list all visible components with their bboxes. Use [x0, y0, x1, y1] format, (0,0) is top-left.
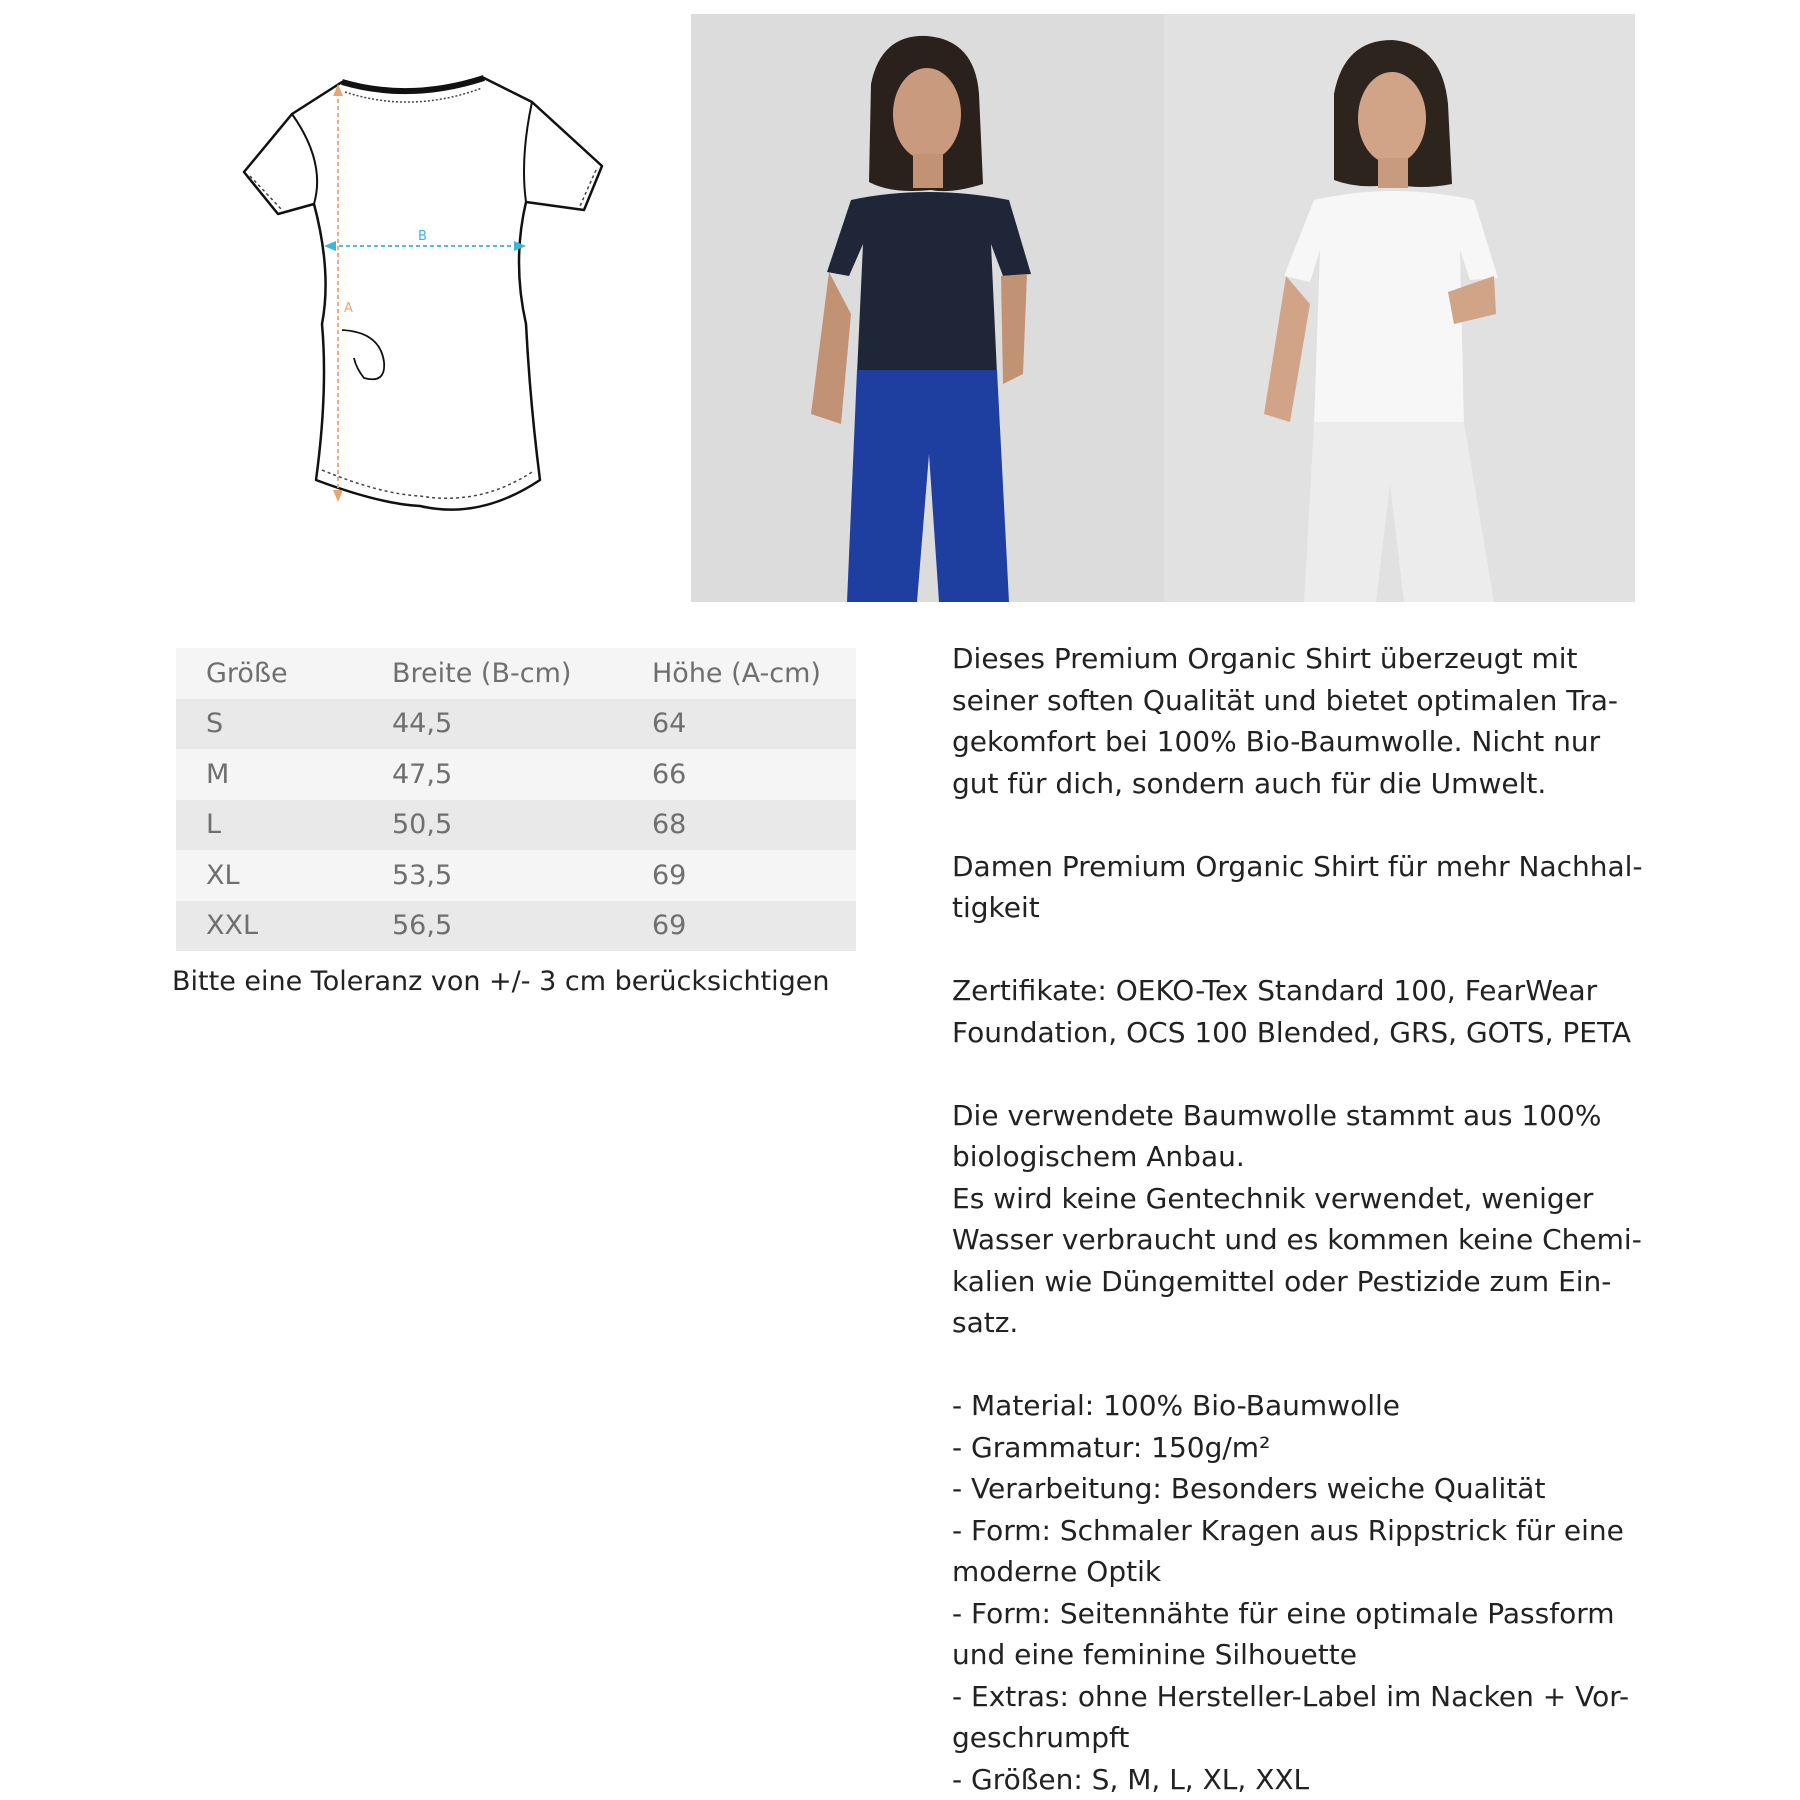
certificates-paragraph: [952, 970, 1652, 1053]
cell-height: 69: [652, 910, 687, 942]
table-row: [176, 850, 856, 901]
feature-item: und eine feminine Silhouette: [952, 1638, 1357, 1671]
size-table: [176, 648, 856, 951]
cell-width: 47,5: [392, 758, 453, 790]
cell-width: 44,5: [392, 708, 453, 740]
table-row: [176, 699, 856, 750]
text-line: satz.: [952, 1306, 1019, 1339]
cell-size: M: [206, 758, 230, 790]
text-line: seiner soften Qualität und bietet optimalen Tra-: [952, 683, 1618, 717]
text-line: Die verwendete Baumwolle stammt aus 100%: [952, 1098, 1602, 1132]
description-paragraph-1: [952, 638, 1652, 804]
feature-list: [952, 1385, 1652, 1800]
model-photo-navy-shirt: [691, 14, 1164, 602]
cell-width: 56,5: [392, 910, 453, 942]
feature-item: - Größen: S, M, L, XL, XXL: [952, 1762, 1310, 1796]
text-line: tigkeit: [952, 891, 1040, 924]
cell-height: 66: [652, 758, 687, 790]
label-b: B: [418, 229, 427, 244]
cotton-paragraph: [952, 1095, 1652, 1344]
feature-item: - Extras: ohne Hersteller-Label im Nacken + Vor-: [952, 1679, 1630, 1713]
feature-item: - Verarbeitung: Besonders weiche Qualität: [952, 1472, 1546, 1505]
table-row: [176, 800, 856, 851]
text-line: Es wird keine Gentechnik verwendet, weniger: [952, 1181, 1594, 1215]
cell-size: S: [206, 708, 224, 740]
cell-size: XL: [206, 859, 240, 891]
table-row: [176, 901, 856, 952]
text-line: gekomfort bei 100% Bio-Baumwolle. Nicht nur: [952, 725, 1601, 758]
cell-size: L: [206, 809, 222, 841]
cell-height: 69: [652, 859, 687, 891]
label-a: A: [344, 301, 353, 316]
feature-item: - Grammatur: 150g/m²: [952, 1430, 1271, 1464]
text-line: Damen Premium Organic Shirt für mehr Nachhal-: [952, 849, 1643, 883]
text-line: Dieses Premium Organic Shirt überzeugt mit: [952, 642, 1578, 675]
table-header-row: [176, 648, 856, 699]
feature-item: moderne Optik: [952, 1555, 1162, 1588]
cell-height: 68: [652, 809, 687, 841]
cell-height: 64: [652, 708, 687, 740]
cell-width: 50,5: [392, 809, 453, 841]
text-line: Foundation, OCS 100 Blended, GRS, GOTS, PETA: [952, 1015, 1632, 1049]
header-width: Breite (B-cm): [392, 657, 572, 689]
text-line: Zertifikate: OEKO-Tex Standard 100, FearWear: [952, 974, 1598, 1007]
header-size: Größe: [206, 657, 288, 689]
text-line: gut für dich, sondern auch für die Umwelt.: [952, 766, 1547, 800]
tolerance-note: Bitte eine Toleranz von +/- 3 cm berücksichtigen: [172, 966, 830, 997]
product-description: [952, 638, 1652, 1800]
header-height: Höhe (A-cm): [652, 657, 821, 689]
text-line: kalien wie Düngemittel oder Pestizide zum Ein-: [952, 1264, 1612, 1298]
shirt-outline: [244, 78, 602, 510]
cell-width: 53,5: [392, 859, 453, 891]
feature-item: - Form: Schmaler Kragen aus Rippstrick für eine: [952, 1513, 1624, 1547]
shirt-measurement-diagram: [230, 62, 630, 522]
cell-size: XXL: [206, 910, 259, 942]
table-row: [176, 749, 856, 800]
feature-item: geschrumpft: [952, 1721, 1130, 1754]
description-paragraph-2: [952, 846, 1652, 929]
text-line: biologischem Anbau.: [952, 1140, 1245, 1173]
model-photo-white-shirt: [1164, 14, 1635, 602]
feature-item: - Form: Seitennähte für eine optimale Passform: [952, 1596, 1615, 1630]
text-line: Wasser verbraucht und es kommen keine Chemi-: [952, 1223, 1642, 1256]
feature-item: - Material: 100% Bio-Baumwolle: [952, 1389, 1400, 1422]
